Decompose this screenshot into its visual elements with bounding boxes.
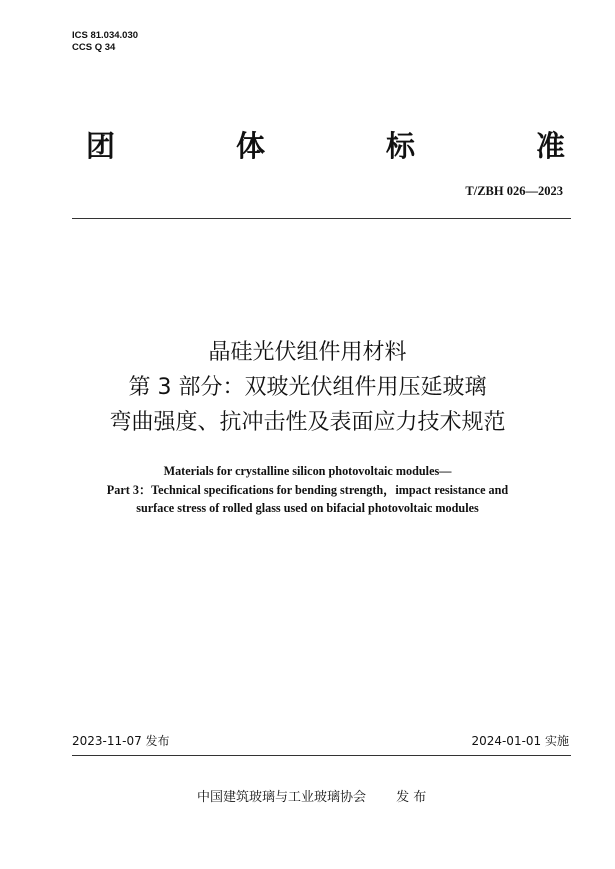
chinese-title: [0, 335, 615, 440]
chinese-title-line: 第 3 部分：双玻光伏组件用压延玻璃: [128, 375, 487, 400]
chinese-title-line: 晶硅光伏组件用材料: [208, 340, 407, 365]
standard-code: T/ZBH 026—2023: [465, 184, 563, 198]
publisher-name: 中国建筑玻璃与工业玻璃协会: [197, 790, 367, 805]
english-title-line: surface stress of rolled glass used on bifacial photovoltaic modules: [136, 501, 479, 515]
standard-type-char: 准: [535, 128, 565, 163]
implementation-date: 2024-01-01 实施: [471, 734, 569, 748]
publisher-line: [0, 771, 615, 805]
standard-type-char: 标: [385, 128, 415, 163]
publisher-action: 发 布: [396, 790, 427, 805]
chinese-title-line: 弯曲强度、抗冲击性及表面应力技术规范: [109, 410, 506, 435]
english-title: [0, 462, 615, 518]
top-divider: [72, 218, 571, 219]
ccs-code: CCS Q 34: [72, 41, 116, 53]
classification-codes: [72, 30, 138, 53]
standard-type-char: 团: [86, 128, 116, 163]
standard-type-heading: [86, 124, 565, 164]
english-title-line: Part 3：Technical specifications for bending strength，impact resistance and: [106, 482, 509, 497]
publish-date: 2023-11-07 发布: [72, 734, 170, 748]
english-title-line: Materials for crystalline silicon photovoltaic modules—: [163, 464, 452, 478]
ics-code: ICS 81.034.030: [72, 30, 139, 41]
standard-type-char: 体: [235, 128, 265, 163]
bottom-divider: [72, 755, 571, 756]
